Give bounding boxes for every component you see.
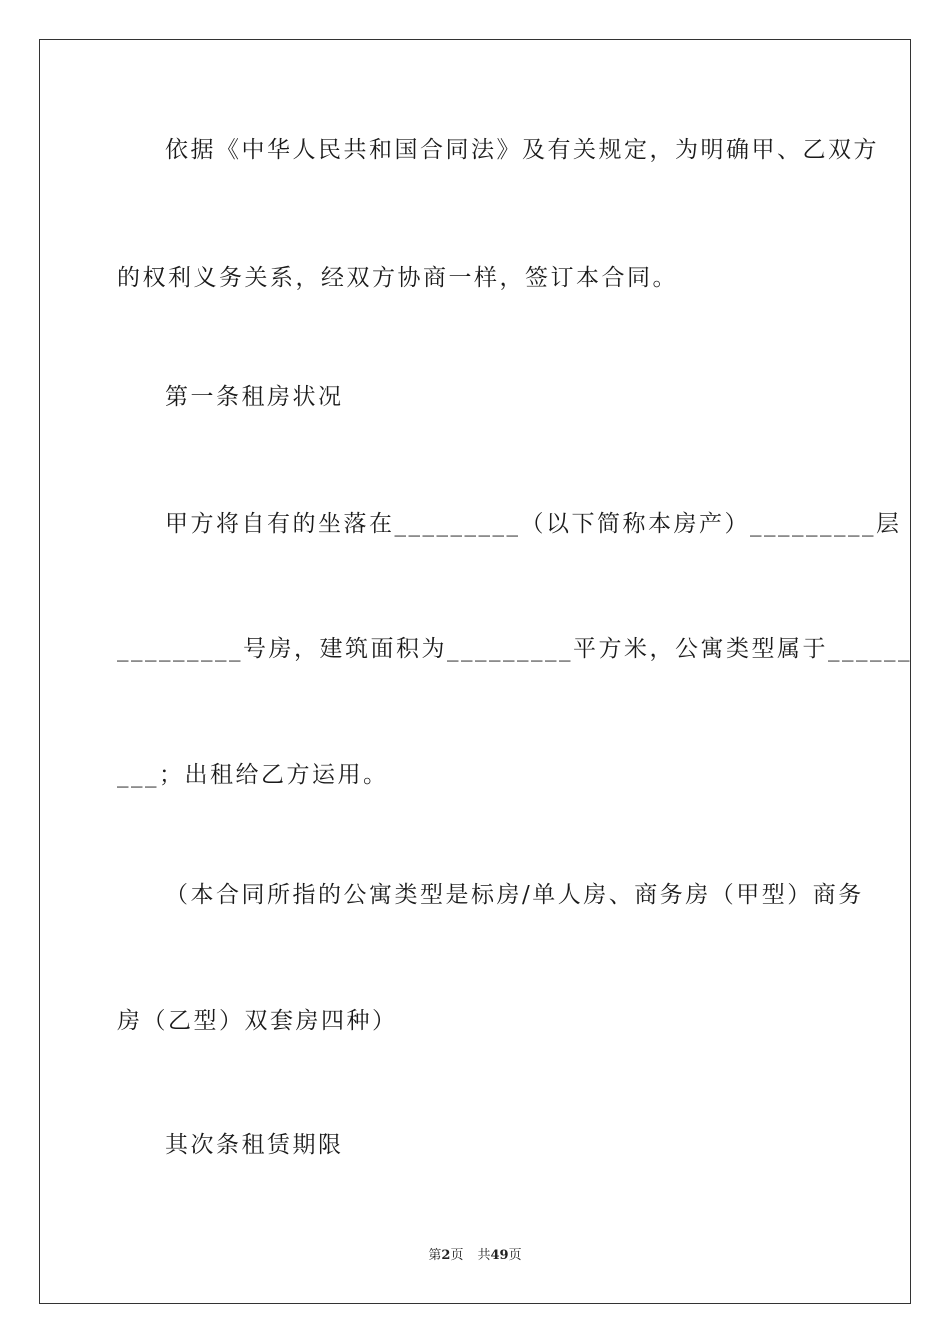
footer-total-suffix: 页 xyxy=(508,1248,522,1263)
article-1-line-3: ___；出租给乙方运用。 xyxy=(117,762,389,788)
paragraph-intro-line-2: 的权利义务关系，经双方协商一样，签订本合同。 xyxy=(117,265,678,291)
page-footer xyxy=(0,1247,950,1265)
article-1-line-1: 甲方将自有的坐落在_________（以下简称本房产）_________层 xyxy=(165,511,902,537)
apartment-type-note-line-2: 房（乙型）双套房四种） xyxy=(117,1008,398,1034)
footer-page-number: 2 xyxy=(441,1248,451,1263)
apartment-type-note-line-1: （本合同所指的公寓类型是标房/单人房、商务房（甲型）商务 xyxy=(165,882,864,908)
footer-page-prefix: 第 xyxy=(428,1248,442,1263)
article-1-line-2: _________号房，建筑面积为_________平方米，公寓类型属于______ xyxy=(117,636,912,662)
article-2-heading: 其次条租赁期限 xyxy=(165,1132,344,1158)
footer-total-prefix: 共 xyxy=(477,1248,491,1263)
paragraph-intro-line-1: 依据《中华人民共和国合同法》及有关规定，为明确甲、乙双方 xyxy=(165,137,879,163)
footer-total-pages: 49 xyxy=(490,1248,509,1263)
article-1-heading: 第一条租房状况 xyxy=(165,384,344,410)
footer-page-suffix: 页 xyxy=(450,1248,464,1263)
page-border xyxy=(39,39,911,1304)
